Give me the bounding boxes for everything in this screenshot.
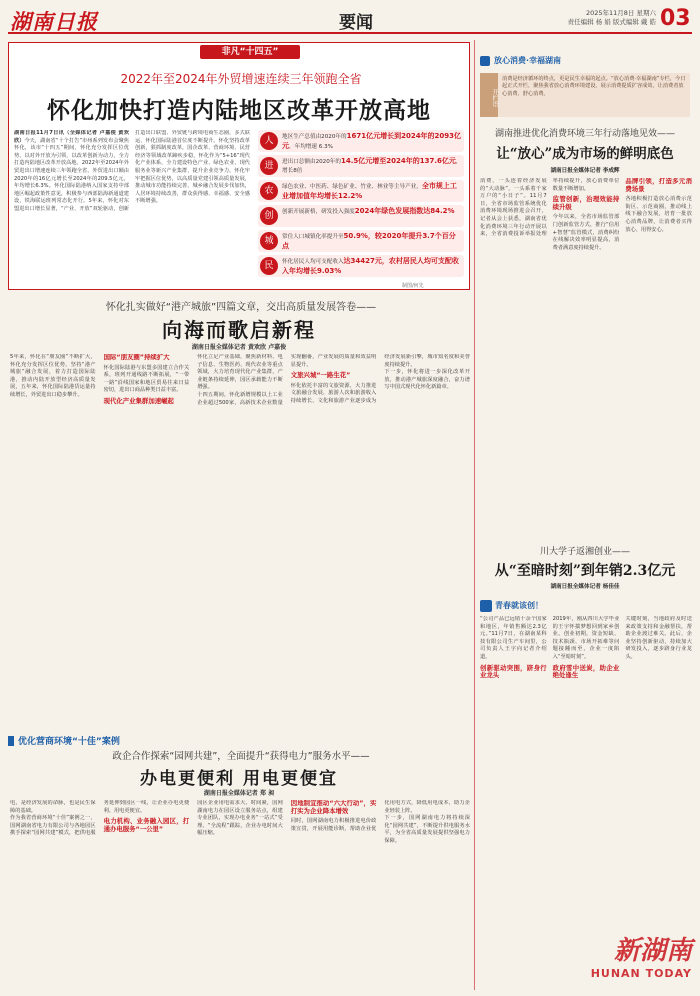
paragraph: “公司产品已远销十余个国家和地区，年销售额达2.3亿元。”11月7日，在湖南某科技有限公司生产车间里，公司负责人王宇向记者介绍道。 (480, 616, 547, 660)
watermark-cn: 新湖南 (613, 936, 692, 966)
stat-item (258, 255, 464, 277)
column-intro-note (480, 73, 690, 117)
stat-item (258, 155, 464, 177)
stat-value: 达34427元，农村居民人均可支配收入年均增长9.03% (282, 257, 459, 275)
right-article1-subtitle: 湖南推进优化消费环境三年行动落地见效—— (494, 129, 675, 139)
right-article1-headline: 让“放心”成为市场的鲜明底色 (496, 146, 674, 162)
stat-icon: 人 (260, 132, 278, 150)
paragraph: 今年以来，全省市场监管部门创新监管方式，推行“信用+智慧”监管模式，消费纠纷在线解决效率明显提高，消费者满意度持续提升。 (552, 214, 620, 251)
stat-text: 绿色农业、中医药、绿色矿业、竹业、林业等主导产业， (282, 184, 422, 190)
lead-headline: 怀化加快打造内陆地区改革开放高地 (47, 98, 431, 124)
stat-suffix: ，年均增速 6.3% (289, 143, 333, 150)
issue-meta (528, 9, 656, 27)
paragraph: 2019年，刚从四川大学毕业的王宇怀揣梦想回到家乡创业。创业初期，资金短缺、技术瓶颈、市场开拓难等问题接踵而至，企业一度陷入“至暗时刻”。 (552, 616, 620, 660)
column-marker-icon (8, 736, 14, 746)
paragraph: 作为我省营商环境“十佳”案例之一，国网湖南省电力有限公司与各地园区携手探索“园网共建”模式，把供电服务延伸到园区一线，让企业办电更便利、用电更便宜。 (10, 800, 190, 837)
article2-subtitle: 怀化扎实做好“港产城旅”四篇文章，交出高质量发展答卷—— (105, 302, 377, 313)
right-article2-byline: 湖南日报全媒体记者 杨佳佳 (550, 584, 620, 590)
column-label: 优化营商环境“十佳”案例 (18, 737, 120, 747)
newspaper-logo: 湖南日报 (10, 9, 98, 34)
stat-item (258, 180, 464, 202)
lead-kicker: 非凡“十四五” (200, 45, 300, 59)
article3-headline: 办电更便利 用电更便宜 (140, 769, 338, 789)
issue-editors: 责任编辑 杨 娟 版式编辑 戴 皓 (567, 18, 656, 26)
paragraph: 十四五期间，怀化新增规模以上工业企业超过500家，高新技术企业数量实现翻番，产业发展的质量和效益明显提升。 (197, 354, 377, 406)
stat-value: 50.9%，较2020年提升3.7个百分点 (282, 232, 456, 250)
right-article2-subtitle: 川大学子返湘创业—— (539, 547, 630, 557)
right-article1-byline: 湖南日报全媒体记者 李成辉 (550, 168, 620, 174)
article2-subhead: 现代化产业集群加速崛起 (103, 396, 174, 405)
series-tag-icon (480, 600, 492, 612)
stat-text: 怀化居民人均可支配收入 (282, 259, 344, 265)
stat-item (258, 230, 464, 252)
watermark-en: HUNAN TODAY (590, 967, 692, 980)
article2-body (10, 354, 470, 710)
series-tag (480, 600, 560, 612)
paragraph: 消费，一头连着经济发展的“大动脉”，一头系着千家万户的“小日子”。11月7日，全省市场监管系统优化消费环境现场推进会召开，记者从会上获悉，湖南省优化消费环境三年行动开展以来，全省消费投诉举报处理率持续提升，放心消费单位数量不断增加。 (480, 178, 620, 238)
right-article2-headline: 从“至暗时刻”到年销2.3亿元 (494, 563, 676, 579)
paragraph: 下一步，国网湖南电力将持续深化“园网共建”，不断提升供电服务水平，为全省高质量发展提供坚强电力保障。 (384, 815, 470, 844)
section-title: 要闻 (339, 13, 373, 33)
right-article1-subhead: 监管创新，治理效能持续升级 (552, 195, 620, 211)
article2-subhead: 国际“朋友圈”持续扩大 (103, 354, 170, 361)
stat-text: 地区生产总值由2020年的 (282, 134, 347, 140)
paragraph: 关键时刻，当地政府及时送来政策支持和金融帮扶，帮助企业渡过难关。此后，企业坚持创新驱动，持续加大研发投入，逐步跻身行业龙头。 (625, 616, 692, 660)
column-divider (474, 40, 475, 990)
paragraph: 5年来，怀化在“朋友圈”不断扩大，怀化充分发挥区位优势，坚持“港产城旅”融合发展，着力打造国际陆港，推动内陆开放型经济高质量发展，五年来，怀化国际陆港货运量持续增长，外贸进出口稳步攀升。 (10, 354, 96, 398)
article3-subhead: 因地制宜推动“六大行动”，实打实为企业降本增效 (290, 800, 377, 815)
stat-icon: 城 (260, 232, 278, 250)
lead-byline: 湖南日报11月7日讯（全媒体记者 卢嘉俊 黄欢欣） (14, 130, 129, 144)
paragraph: 同时，国网湖南电力积极推进电价政策宣贯，开展用能诊断，帮助企业优化用电方式，降低用电成本，助力企业轻装上阵。 (290, 800, 470, 832)
column-header (8, 734, 158, 748)
article2-subhead: 文旅兴城“一路生花” (290, 371, 351, 380)
stat-value: 14.5亿元增至2024年的137.6亿元 (341, 157, 456, 165)
article3-byline: 湖南日报全媒体记者 郑 昶 (203, 790, 275, 797)
paragraph: 下一步，怀化将进一步深化改革开放，推动港产城旅深度融合，奋力谱写中国式现代化怀化新篇章。 (384, 369, 470, 391)
heart-icon (480, 56, 490, 66)
paragraph: 园区企业用电需求大、时间紧，国网湖南电力在园区设立服务站点，组建专业团队，实现办电业务“一站式”受理、“全流程”跟踪，企业办电时间大幅压缩。 (197, 800, 283, 837)
stat-value: 2024年绿色发展指数达84.2% (354, 207, 455, 215)
stat-suffix: ，增长8倍 (282, 159, 462, 174)
right-article2-subhead: 创新驱动突围，跻身行业龙头 (480, 663, 547, 680)
paragraph: 各地积极打造放心消费示范街区、示范商圈，推动线上线下融合发展，培育一批放心消费品牌，让消费者买得放心、用得安心。 (625, 196, 692, 233)
lead-subtitle: 2022年至2024年外贸增速连续三年领跑全省 (120, 72, 362, 86)
paragraph: 怀化立足产业基础，聚焦新材料、电子信息、生物医药、现代农业等重点领域，大力培育现代化产业集群，产业链条持续延伸，园区承载能力不断增强。 (197, 354, 283, 391)
stat-item (258, 205, 464, 227)
stat-icon: 创 (260, 207, 278, 225)
paragraph: 电，是经济发展的命脉，也是民生保障的基础。 (10, 800, 96, 814)
stat-value: 全市规上工业增加值年均增长12.2% (282, 182, 457, 200)
stat-text: 创新开展新格，研发投入强度 (282, 209, 355, 215)
article2-headline: 向海而歌启新程 (162, 318, 316, 342)
stat-icon: 农 (260, 182, 278, 200)
stat-icon: 进 (260, 157, 278, 175)
paragraph: 怀化依托丰富的文旅资源，大力推进文旅融合发展，旅游人次和旅游收入持续增长，文化和旅游产业逐步成为经济发展新引擎，城市知名度和美誉度持续提升。 (290, 354, 470, 404)
stat-text: 常住人口城镇化率提升至 (282, 234, 344, 240)
lead-body (14, 130, 250, 284)
article3-subtitle: 政企合作探索“园网共建”，全面提升“获得电力”服务水平—— (112, 751, 370, 762)
right-column-label: 放心消费·幸福湖南 (494, 56, 562, 65)
paragraph: 怀化国际陆港与东盟多国建立合作关系，班列开通线路不断拓展，“一带一路”沿线国家和地区贸易往来日益密切，进出口商品种类日益丰富。 (103, 364, 190, 394)
article3-subhead: 电力机构、业务融入园区，打通办电服务“一公里” (103, 817, 190, 833)
stat-item (258, 130, 464, 152)
stats-caption: 制图/何先 (402, 283, 424, 289)
stat-text: 进出口总额由2020年的 (282, 159, 341, 165)
right-article2-subhead: 政府雪中送炭，助企业绝处逢生 (552, 663, 620, 680)
issue-date: 2025年11月8日 星期六 (585, 9, 656, 17)
stat-value: 1671亿元增长到2024年的2093亿元 (282, 132, 462, 150)
right-article1-subhead: 品牌引领，打造多元消费场景 (625, 178, 692, 193)
lead-body-text: 今天，湖南省“十个打告”市州系列发布会聚焦怀化，该市“十四五”期间，怀化充分发挥区位优势，以对外开放为引领，以改革创新为动力，全力打造内陆地区改革开放高地。2022年至2024年外贸进出口增速连续三年领跑全省，外贸进出口额由2020年的16亿元增长至2024年的209.5亿元，年均增长6.3%。怀化国际陆港纳入国家支持中部地区崛起政策性意见，积极参与西部陆海新通道建设，铁海联运班列常态化开行。5年来，怀化对东盟进出口增长显著，“产业、开放”双轮驱动，创新打造出口联盟、外贸链与跨境电商生态圈，多式联运、怀化国际陆港首位度不断提升。怀化坚持改革创新，狠抓制度改革，国企改革、营商环境、民营经济等领域改革蹄疾步稳，怀化作为“5+16”现代化产业体系，全力建设特色产业、绿色农业、现代服务业等新兴产业集群，提升企业竞争力。怀化牢牢把握区位优势，以高质量党建引领高质量发展，推动城市功能持续完善，城乡融合发展步伐加快，人居环境持续改善，群众获得感、幸福感、安全感不断增强。 (14, 130, 250, 212)
right-article2-body (480, 616, 692, 946)
masthead (8, 6, 692, 34)
stat-icon: 民 (260, 257, 278, 275)
right-article1-body (480, 178, 692, 538)
article3-body (10, 800, 470, 990)
page-number: 03 (660, 6, 691, 31)
right-column-header (480, 55, 690, 67)
article2-byline: 湖南日报全媒体记者 黄欢欣 卢嘉俊 (191, 344, 287, 351)
intro-text: 消费是经济循环的终点，更是民生幸福的起点。“放心消费·幸福湖南”专栏，今日起正式开栏，聚焦我省放心消费环境建设，展示消费提质扩容成效，让消费者放心消费、舒心消费。 (502, 76, 686, 97)
series-tag-label: 青春就该创！ (495, 601, 543, 610)
intro-tag: 开栏语 (480, 73, 498, 117)
watermark-logo (586, 930, 692, 990)
stats-panel (258, 130, 464, 280)
